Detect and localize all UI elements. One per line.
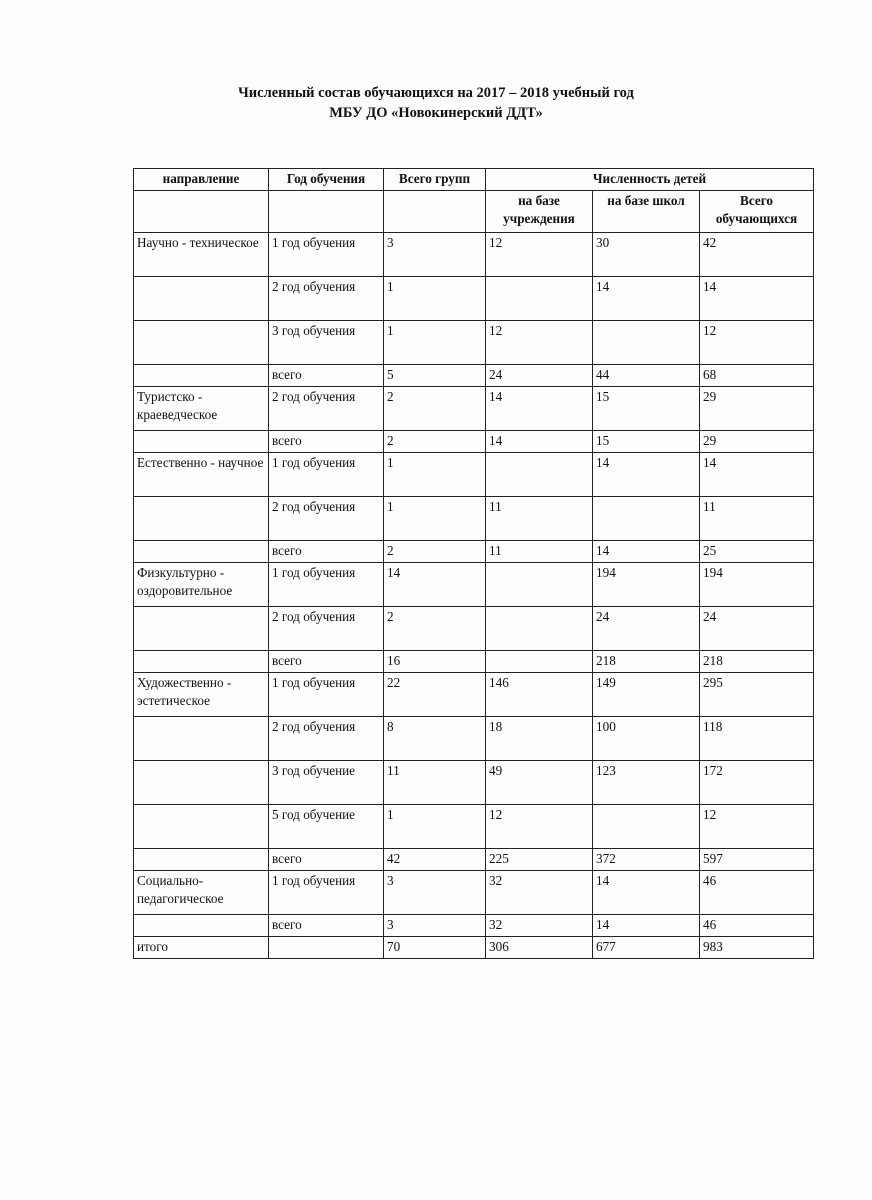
cell-total: 218 (700, 651, 814, 673)
cell-base-institution: 32 (486, 915, 593, 937)
cell-year: 1 год обучения (269, 453, 384, 497)
cell-base-institution (486, 277, 593, 321)
cell-total: 172 (700, 761, 814, 805)
cell-groups: 16 (384, 651, 486, 673)
cell-direction (134, 607, 269, 651)
cell-base-institution: 11 (486, 541, 593, 563)
header-base-schools: на базе школ (593, 191, 700, 233)
cell-base-schools: 44 (593, 365, 700, 387)
cell-base-schools (593, 805, 700, 849)
cell-base-institution: 146 (486, 673, 593, 717)
cell-total: 12 (700, 805, 814, 849)
cell-base-institution (486, 563, 593, 607)
table-total-row (134, 431, 814, 453)
table-row (134, 277, 814, 321)
cell-total: 29 (700, 387, 814, 431)
header-empty-cell (384, 191, 486, 233)
table-row (134, 717, 814, 761)
header-base-institution: на базе учреждения (486, 191, 593, 233)
cell-total: 11 (700, 497, 814, 541)
cell-total: 42 (700, 233, 814, 277)
cell-direction (134, 915, 269, 937)
cell-direction (134, 805, 269, 849)
cell-total: 295 (700, 673, 814, 717)
cell-direction: Научно - техническое (134, 233, 269, 277)
cell-total: 194 (700, 563, 814, 607)
cell-direction (134, 761, 269, 805)
cell-groups: 3 (384, 871, 486, 915)
cell-groups: 22 (384, 673, 486, 717)
cell-year: всего (269, 365, 384, 387)
cell-year: всего (269, 849, 384, 871)
table-row (134, 673, 814, 717)
cell-direction (134, 321, 269, 365)
cell-year: всего (269, 431, 384, 453)
cell-groups: 11 (384, 761, 486, 805)
cell-base-institution: 11 (486, 497, 593, 541)
header-empty-cell (134, 191, 269, 233)
cell-base-schools (593, 321, 700, 365)
cell-direction (134, 365, 269, 387)
cell-base-institution: 14 (486, 387, 593, 431)
cell-direction (134, 431, 269, 453)
header-groups: Всего групп (384, 169, 486, 191)
cell-base-institution: 225 (486, 849, 593, 871)
cell-direction (134, 849, 269, 871)
cell-year (269, 937, 384, 959)
cell-year: 2 год обучения (269, 717, 384, 761)
cell-base-schools: 14 (593, 453, 700, 497)
cell-base-institution: 14 (486, 431, 593, 453)
cell-total: 983 (700, 937, 814, 959)
table-header-row (134, 169, 814, 191)
cell-base-schools: 372 (593, 849, 700, 871)
table-total-row (134, 651, 814, 673)
cell-year: 3 год обучение (269, 761, 384, 805)
cell-base-institution (486, 453, 593, 497)
cell-year: всего (269, 651, 384, 673)
cell-year: 1 год обучения (269, 871, 384, 915)
table-row (134, 761, 814, 805)
cell-direction: Туристско - краеведческое (134, 387, 269, 431)
cell-direction (134, 497, 269, 541)
cell-base-schools: 15 (593, 431, 700, 453)
cell-groups: 3 (384, 915, 486, 937)
table-row (134, 497, 814, 541)
table-row (134, 871, 814, 915)
table-total-row (134, 849, 814, 871)
cell-year: 2 год обучения (269, 497, 384, 541)
cell-total: 24 (700, 607, 814, 651)
cell-total: 46 (700, 915, 814, 937)
cell-year: всего (269, 541, 384, 563)
table-total-row (134, 915, 814, 937)
cell-total: 68 (700, 365, 814, 387)
cell-total: 29 (700, 431, 814, 453)
cell-base-schools: 14 (593, 277, 700, 321)
document-subtitle: МБУ ДО «Новокинерский ДДТ» (329, 105, 543, 121)
cell-base-schools (593, 497, 700, 541)
students-table (133, 168, 814, 959)
cell-base-institution (486, 651, 593, 673)
cell-direction: Социально-педагогическое (134, 871, 269, 915)
cell-groups: 1 (384, 453, 486, 497)
cell-groups: 1 (384, 277, 486, 321)
cell-year: 1 год обучения (269, 233, 384, 277)
cell-base-schools: 100 (593, 717, 700, 761)
cell-groups: 14 (384, 563, 486, 607)
cell-base-institution (486, 607, 593, 651)
header-empty-cell (269, 191, 384, 233)
cell-direction (134, 277, 269, 321)
cell-direction (134, 651, 269, 673)
header-children: Численность детей (486, 169, 814, 191)
cell-base-institution: 306 (486, 937, 593, 959)
cell-base-schools: 14 (593, 915, 700, 937)
cell-base-institution: 12 (486, 321, 593, 365)
cell-groups: 3 (384, 233, 486, 277)
cell-base-institution: 49 (486, 761, 593, 805)
cell-base-schools: 677 (593, 937, 700, 959)
cell-base-schools: 15 (593, 387, 700, 431)
table-row (134, 321, 814, 365)
document-title: Численный состав обучающихся на 2017 – 2018 учебный год (238, 85, 634, 101)
cell-total: 118 (700, 717, 814, 761)
header-direction: направление (134, 169, 269, 191)
cell-year: всего (269, 915, 384, 937)
cell-base-institution: 12 (486, 805, 593, 849)
table-row (134, 233, 814, 277)
cell-total: 25 (700, 541, 814, 563)
cell-base-schools: 218 (593, 651, 700, 673)
cell-year: 1 год обучения (269, 563, 384, 607)
cell-base-schools: 14 (593, 871, 700, 915)
cell-year: 2 год обучения (269, 277, 384, 321)
table-total-row (134, 365, 814, 387)
cell-base-schools: 123 (593, 761, 700, 805)
cell-year: 2 год обучения (269, 387, 384, 431)
cell-groups: 2 (384, 607, 486, 651)
cell-year: 3 год обучения (269, 321, 384, 365)
cell-groups: 42 (384, 849, 486, 871)
cell-total: 14 (700, 453, 814, 497)
cell-direction: Физкультурно - оздоровительное (134, 563, 269, 607)
cell-year: 1 год обучения (269, 673, 384, 717)
cell-base-institution: 18 (486, 717, 593, 761)
header-total-students: Всего обучающихся (700, 191, 814, 233)
cell-total: 597 (700, 849, 814, 871)
cell-base-schools: 149 (593, 673, 700, 717)
table-row (134, 563, 814, 607)
cell-total: 46 (700, 871, 814, 915)
header-year: Год обучения (269, 169, 384, 191)
cell-groups: 1 (384, 321, 486, 365)
table-row (134, 607, 814, 651)
cell-groups: 1 (384, 497, 486, 541)
cell-base-schools: 14 (593, 541, 700, 563)
cell-base-institution: 32 (486, 871, 593, 915)
cell-groups: 8 (384, 717, 486, 761)
table-total-row (134, 541, 814, 563)
cell-year: 5 год обучение (269, 805, 384, 849)
cell-direction (134, 717, 269, 761)
table-row (134, 805, 814, 849)
cell-total: 12 (700, 321, 814, 365)
cell-base-schools: 30 (593, 233, 700, 277)
cell-base-institution: 12 (486, 233, 593, 277)
cell-groups: 5 (384, 365, 486, 387)
table-row (134, 453, 814, 497)
cell-groups: 1 (384, 805, 486, 849)
cell-base-institution: 24 (486, 365, 593, 387)
cell-groups: 2 (384, 431, 486, 453)
table-row (134, 387, 814, 431)
cell-base-schools: 194 (593, 563, 700, 607)
cell-direction (134, 541, 269, 563)
cell-year: 2 год обучения (269, 607, 384, 651)
cell-direction: итого (134, 937, 269, 959)
cell-total: 14 (700, 277, 814, 321)
table-subheader-row (134, 191, 814, 233)
cell-groups: 70 (384, 937, 486, 959)
cell-direction: Художественно - эстетическое (134, 673, 269, 717)
cell-groups: 2 (384, 387, 486, 431)
cell-groups: 2 (384, 541, 486, 563)
cell-base-schools: 24 (593, 607, 700, 651)
cell-direction: Естественно - научное (134, 453, 269, 497)
table-total-row (134, 937, 814, 959)
